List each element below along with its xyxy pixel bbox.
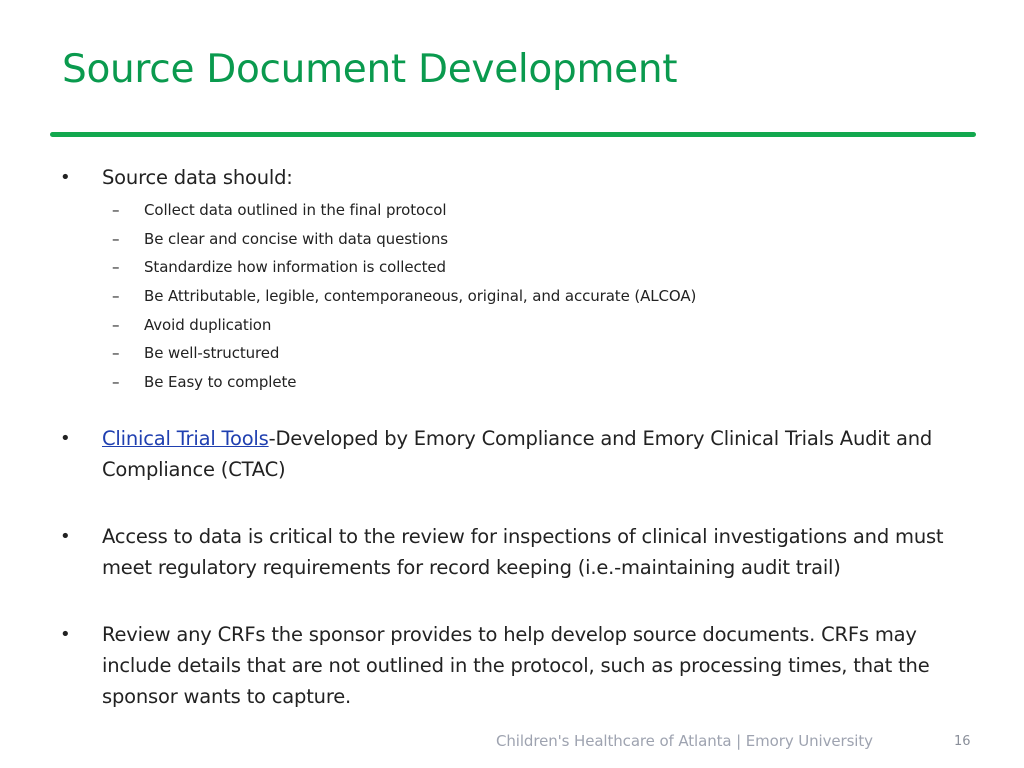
sub-bullet-list bbox=[112, 199, 958, 400]
bullet-dot: • bbox=[60, 525, 71, 547]
sub-bullet-item bbox=[112, 256, 958, 285]
dash-marker: – bbox=[112, 344, 120, 363]
dash-marker: – bbox=[112, 287, 120, 306]
page-number: 16 bbox=[954, 734, 971, 749]
bullet-review-crfs bbox=[58, 619, 958, 712]
dash-marker: – bbox=[112, 373, 120, 392]
sub-bullet-text: Be Easy to complete bbox=[144, 373, 297, 392]
sub-bullet-item bbox=[112, 199, 958, 228]
spacer bbox=[58, 583, 958, 619]
slide-body bbox=[58, 162, 958, 712]
dash-marker: – bbox=[112, 258, 120, 277]
sub-bullet-item bbox=[112, 342, 958, 371]
sub-bullet-item bbox=[112, 371, 958, 400]
bullet-text: Review any CRFs the sponsor provides to help develop source documents. CRFs may include details that are not outlined in the protocol, such as processing times, that the sponsor wants to capture. bbox=[102, 622, 930, 708]
bullet-source-data bbox=[58, 162, 958, 193]
footer-organization: Children's Healthcare of Atlanta | Emory University bbox=[496, 732, 873, 750]
sub-bullet-item bbox=[112, 228, 958, 257]
sub-bullet-text: Avoid duplication bbox=[144, 315, 272, 334]
bullet-data-access bbox=[58, 521, 958, 583]
sub-bullet-text: Be well-structured bbox=[144, 344, 280, 363]
bullet-dot: • bbox=[60, 623, 71, 645]
spacer bbox=[58, 485, 958, 521]
bullet-clinical-trial-tools bbox=[58, 423, 958, 485]
sub-bullet-item bbox=[112, 314, 958, 343]
spacer bbox=[58, 400, 958, 423]
bullet-text: Access to data is critical to the review for inspections of clinical investigations and must meet regulatory requirements for record keeping (i.e.-maintaining audit trail) bbox=[102, 524, 944, 579]
sub-bullet-item bbox=[112, 285, 958, 314]
dash-marker: – bbox=[112, 315, 120, 334]
sub-bullet-text: Collect data outlined in the final protocol bbox=[144, 201, 447, 219]
dash-marker: – bbox=[112, 201, 120, 219]
bullet-text: Source data should: bbox=[102, 166, 293, 189]
sub-bullet-text: Be clear and concise with data questions bbox=[144, 229, 448, 248]
dash-marker: – bbox=[112, 229, 120, 248]
sub-bullet-text: Be Attributable, legible, contemporaneous, original, and accurate (ALCOA) bbox=[144, 287, 697, 306]
bullet-dot: • bbox=[60, 167, 71, 188]
bullet-dot: • bbox=[60, 427, 71, 449]
sub-bullet-text: Standardize how information is collected bbox=[144, 258, 446, 277]
bullet-text: -Developed by Emory Compliance and Emory Clinical Trials Audit and Compliance (CTAC) bbox=[102, 426, 933, 481]
slide-title: Source Document Development bbox=[62, 47, 678, 92]
clinical-trial-tools-link[interactable]: Clinical Trial Tools bbox=[102, 426, 269, 450]
title-underline-rule bbox=[50, 132, 976, 137]
bullet-content bbox=[102, 423, 958, 485]
